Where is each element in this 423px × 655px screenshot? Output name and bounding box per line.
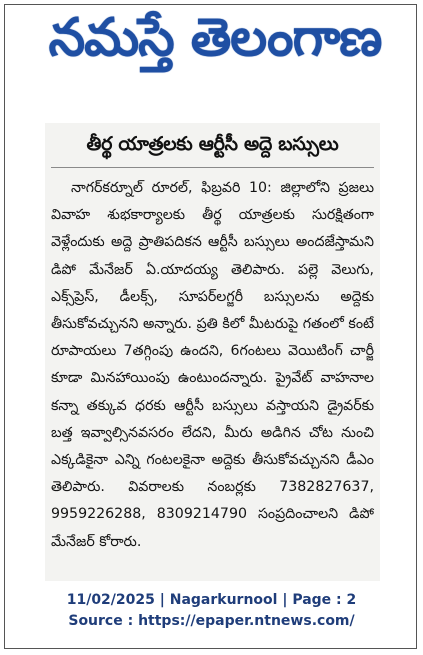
footer-source-link[interactable]: Source : https://epaper.ntnews.com/ xyxy=(68,613,355,629)
headline-divider xyxy=(51,167,374,168)
article-clipping xyxy=(45,123,380,581)
footer-date-edition-page: 11/02/2025 | Nagarkurnool | Page : 2 xyxy=(66,592,357,608)
page-frame xyxy=(4,4,417,649)
article-headline: తీర్థ యాత్రలకు ఆర్టీసీ అద్దె బస్సులు xyxy=(86,133,339,155)
newspaper-masthead: నమస్తే తెలంగాణ xyxy=(48,9,382,68)
article-body: నాగర్‌కర్నూల్ రూరల్, ఫిబ్రవరి 10: జిల్లాలోని ప్రజలు వివాహ శుభకార్యాలకు తీర్థ యాత్రలకు సురక్షితంగా వెళ్లేందుకు అద్దె ప్రాతిపదికన ఆర్టీసీ బస్సులు అందజేస్తామని డిపో మేనేజర్ ఏ.యాదయ్య తెలిపారు. పల్లె వెలుగు, ఎక్స్‌ప్రెస్, డీలక్స్, సూపర్‌లగ్జరీ బస్సులను అద్దెకు తీసుకోవచ్చునని అన్నారు. ప్రతి కిలో మీటరుపై గతంలో కంటే రూపాయలు 7తగ్గింపు ఉందని, 6గంటలు వెయిటింగ్ చార్జీ కూడా మినహాయింపు ఉంటుందన్నారు. ప్రైవేట్ వాహనాల కన్నా తక్కువ ధరకు ఆర్టీసీ బస్సులు వస్తాయని డ్రైవర్‌కు బత్త ఇవ్వాల్సినవసరం లేదని, మీరు అడిగిన చోట నుంచి ఎక్కడికైనా ఎన్ని గంటలకైనా అద్దెకు తీసుకోవచ్చునని డీఎం తెలిపారు. వివరాలకు నంబర్లకు 7382827637, 9959226288, 8309214790 సంప్రదించాలని డిపో మేనేజర్ కోరారు. xyxy=(51,180,374,550)
